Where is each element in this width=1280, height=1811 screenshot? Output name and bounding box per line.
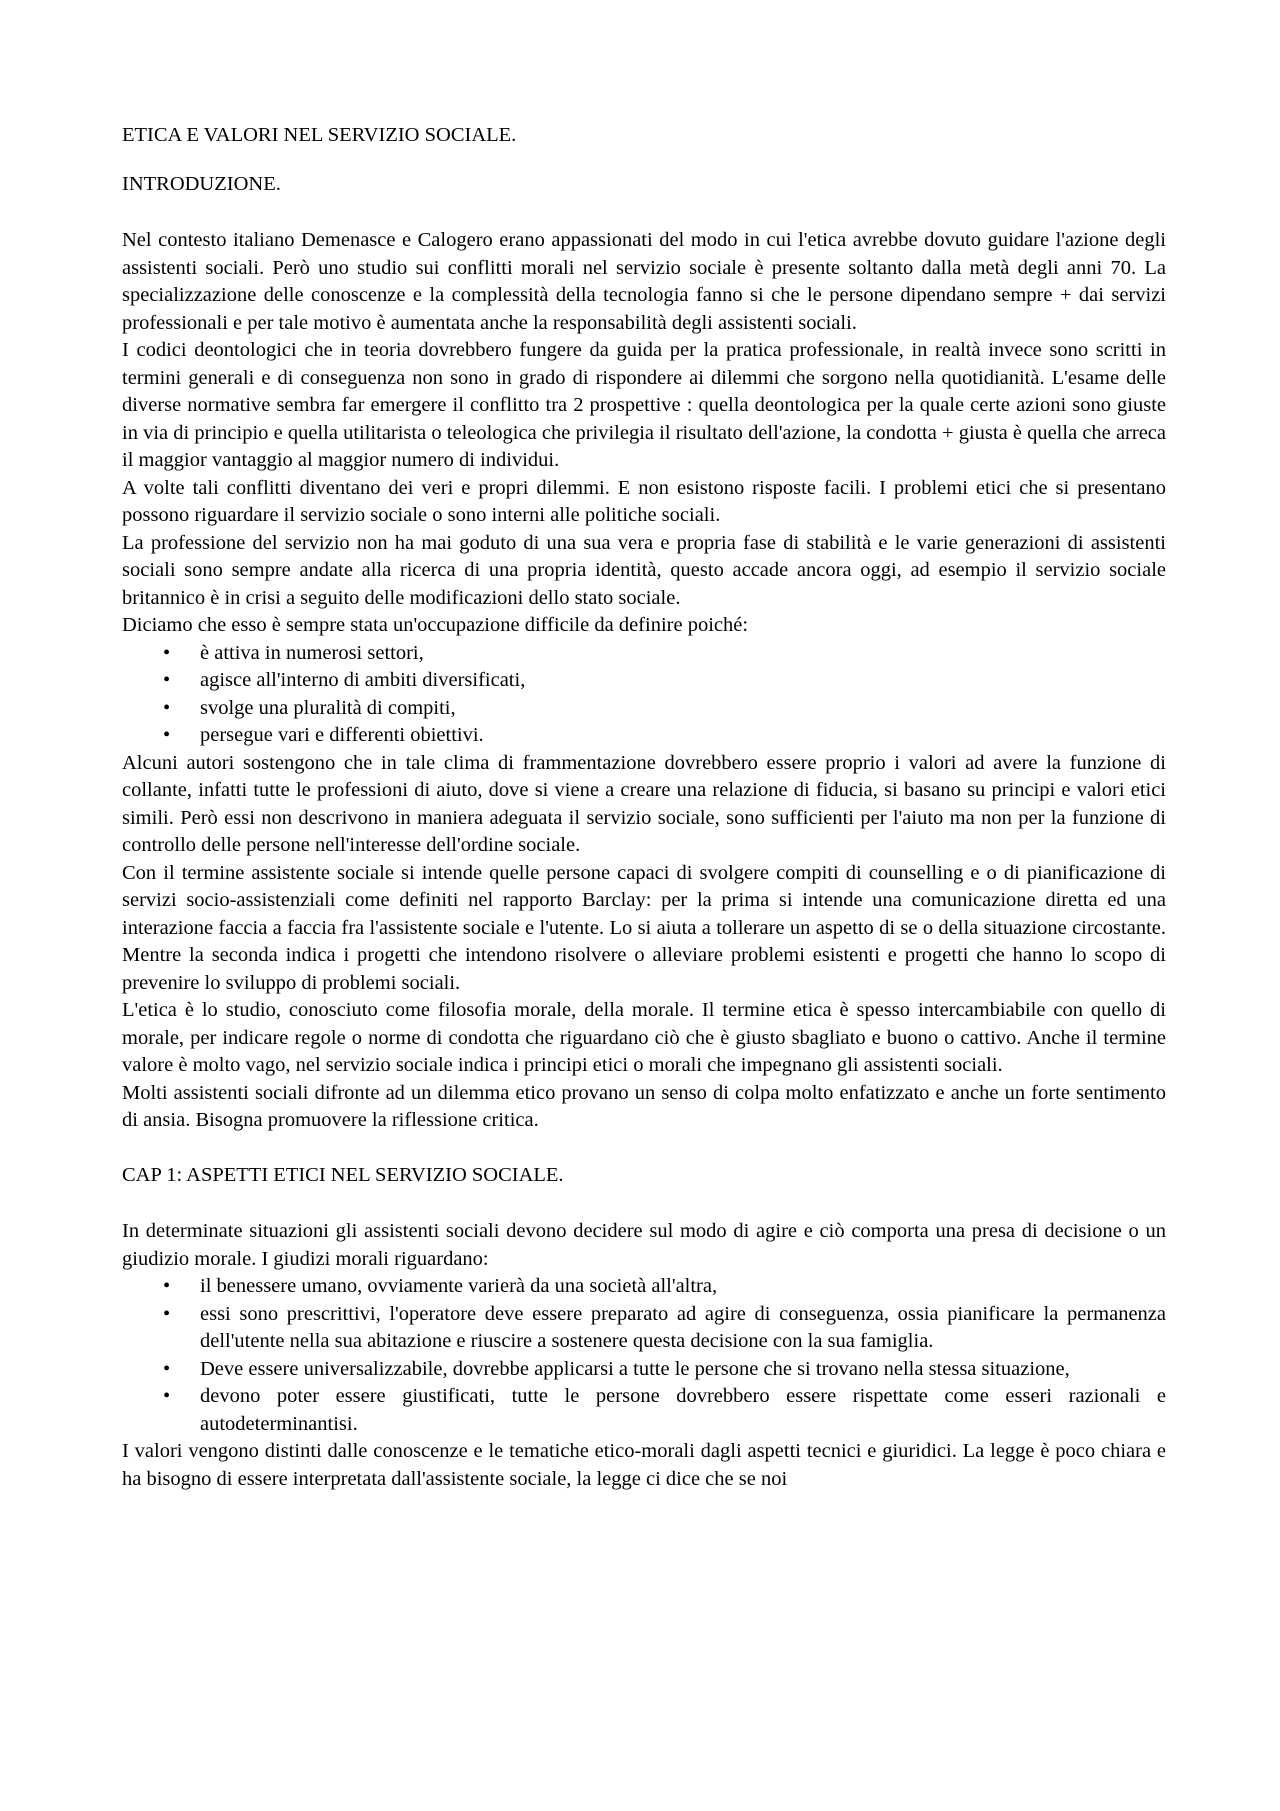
chapter-1-heading: CAP 1: ASPETTI ETICI NEL SERVIZIO SOCIALE.: [122, 1163, 564, 1186]
list-item: • Deve essere universalizzabile, dovrebbe applicarsi a tutte le persone che si trovano nella stessa situazione,: [122, 1356, 1166, 1384]
chapter-1-bullet-list: [122, 1273, 1166, 1438]
intro-paragraph-4: La professione del servizio non ha mai goduto di una sua vera e propria fase di stabilità e le varie generazioni di assistenti sociali sono sempre andate alla ricerca di una propria identità, questo accade ancora oggi, ad esempio il servizio sociale britannico è in crisi a seguito delle modificazioni dello stato sociale.: [122, 531, 1166, 609]
intro-paragraph-3: A volte tali conflitti diventano dei veri e propri dilemmi. E non esistono risposte facili. I problemi etici che si presentano possono riguardare il servizio sociale o sono interni alle politiche sociali.: [122, 476, 1166, 526]
document-content: [122, 122, 1166, 1493]
body-paragraph-1: Alcuni autori sostengono che in tale clima di frammentazione dovrebbero essere proprio i valori ad avere la funzione di collante, infatti tutte le professioni di aiuto, dove si viene a creare una relazione di fiducia, si basano su principi e valori etici simili. Però essi non descrivono in maniera adeguata il servizio sociale, sono sufficienti per l'aiuto ma non per la funzione di controllo delle persone nell'interesse dell'ordine sociale.: [122, 751, 1166, 856]
list-item: • il benessere umano, ovviamente varierà da una società all'altra,: [122, 1273, 1166, 1301]
body-paragraph-2: Con il termine assistente sociale si intende quelle persone capaci di svolgere compiti di counselling e o di pianificazione di servizi socio-assistenziali come definiti nel rapporto Barclay: per la prima si intende una comunicazione diretta ed una interazione faccia a faccia fra l'assistente sociale e l'utente. Lo si aiuta a tollerare un aspetto di se o della situazione circostante. Mentre la seconda indica i progetti che intendono risolvere o alleviare problemi esistenti e progetti che hanno lo scopo di prevenire lo sviluppo di problemi sociali.: [122, 861, 1166, 994]
chapter-1-closing-paragraph: I valori vengono distinti dalle conoscenze e le tematiche etico-morali dagli aspetti tecnici e giuridici. La legge è poco chiara e ha bisogno di essere interpretata dall'assistente sociale, la legge ci dice che se noi: [122, 1440, 1166, 1490]
intro-bullet-list: [122, 640, 1166, 750]
list-item: • agisce all'interno di ambiti diversificati,: [122, 667, 1166, 695]
document-title: ETICA E VALORI NEL SERVIZIO SOCIALE.: [122, 124, 517, 146]
intro-heading: INTRODUZIONE.: [122, 172, 281, 195]
list-item: • devono poter essere giustificati, tutte le persone dovrebbero essere rispettate come esseri razionali e autodeterminantisi.: [122, 1383, 1166, 1438]
body-paragraph-4: Molti assistenti sociali difronte ad un dilemma etico provano un senso di colpa molto enfatizzato e anche un forte sentimento di ansia. Bisogna promuovere la riflessione critica.: [122, 1081, 1166, 1131]
list-item: • essi sono prescrittivi, l'operatore deve essere preparato ad agire di conseguenza, ossia pianificare la permanenza dell'utente nella sua abitazione e riuscire a sostenere questa decisione con la sua famiglia.: [122, 1301, 1166, 1356]
intro-paragraph-1: Nel contesto italiano Demenasce e Calogero erano appassionati del modo in cui l'etica avrebbe dovuto guidare l'azione degli assistenti sociali. Però uno studio sui conflitti morali nel servizio sociale è presente soltanto dalla metà degli anni 70. La specializzazione delle conoscenze e la complessità della tecnologia fanno si che le persone dipendano sempre + dai servizi professionali e per tale motivo è aumentata anche la responsabilità degli assistenti sociali.: [122, 229, 1166, 334]
chapter-1-paragraph: In determinate situazioni gli assistenti sociali devono decidere sul modo di agire e ciò comporta una presa di decisione o un giudizio morale. I giudizi morali riguardano:: [122, 1220, 1166, 1270]
list-item: • svolge una pluralità di compiti,: [122, 695, 1166, 723]
intro-paragraph-2: I codici deontologici che in teoria dovrebbero fungere da guida per la pratica professionale, in realtà invece sono scritti in termini generali e di conseguenza non sono in grado di rispondere ai dilemmi che sorgono nella quotidianità. L'esame delle diverse normative sembra far emergere il conflitto tra 2 prospettive : quella deontologica per la quale certe azioni sono giuste in via di principio e quella utilitarista o teleologica che privilegia il risultato dell'azione, la condotta + giusta è quella che arreca il maggior vantaggio al maggior numero di individui.: [122, 339, 1166, 471]
body-paragraph-3: L'etica è lo studio, conosciuto come filosofia morale, della morale. Il termine etica è spesso intercambiabile con quello di morale, per indicare regole o norme di condotta che riguardano ciò che è giusto sbagliato e buono o cattivo. Anche il termine valore è molto vago, nel servizio sociale indica i principi etici o morali che impegnano gli assistenti sociali.: [122, 999, 1166, 1076]
list-item: • è attiva in numerosi settori,: [122, 640, 1166, 668]
list-item: • persegue vari e differenti obiettivi.: [122, 722, 1166, 750]
intro-paragraph-5: Diciamo che esso è sempre stata un'occupazione difficile da definire poiché:: [122, 614, 749, 636]
